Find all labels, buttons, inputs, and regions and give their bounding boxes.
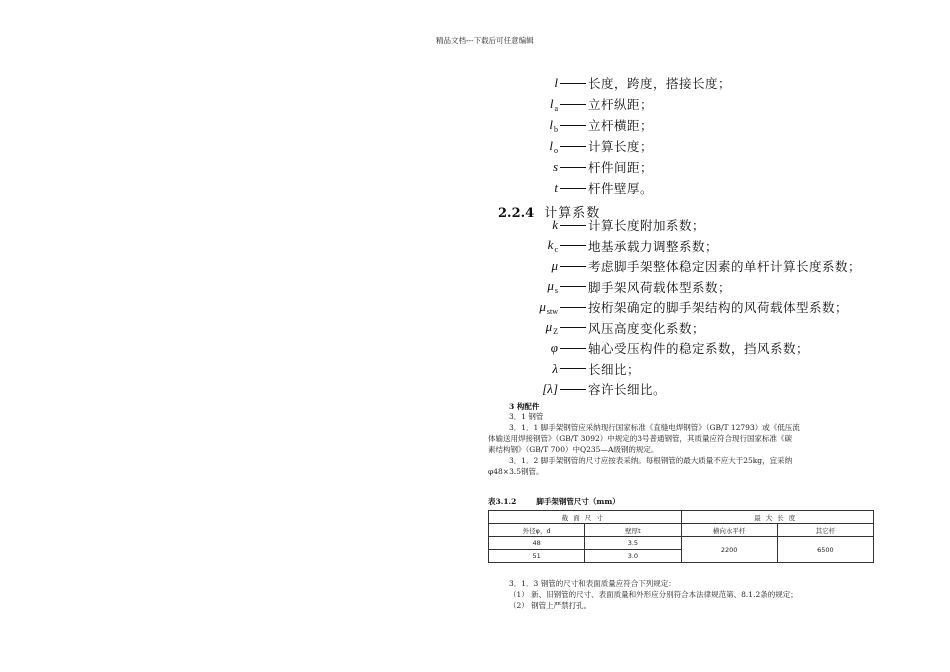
- section-title: 计算系数: [544, 206, 601, 221]
- group-header-section-size: 截面尺寸: [489, 511, 682, 524]
- paragraph-3-1-1-line3: 素结构钢》（GB/T 700）中Q235—A级钢的规定。: [488, 445, 659, 454]
- symbol: [510, 180, 558, 196]
- symbol-definition-line: [510, 74, 731, 92]
- symbol-description: 杆件壁厚。: [588, 181, 654, 196]
- em-dash-rule: [560, 327, 586, 328]
- symbol-definition-line: [510, 380, 666, 398]
- table-group-header-row: [489, 511, 874, 524]
- symbol-definition-line: [510, 237, 718, 255]
- em-dash-rule: [560, 245, 586, 246]
- symbol: [510, 319, 558, 336]
- symbol-description: 风压高度变化系数；: [588, 320, 706, 336]
- symbol-main: l: [554, 75, 558, 90]
- paragraph-3-1-2-line1: 3．1．2 脚手架钢管的尺寸应按表采纳。每根钢管的最大质量不应大于25kg，宜采纳: [509, 456, 793, 465]
- group-header-max-length: 最大长度: [681, 511, 874, 524]
- symbol-definition-line: [510, 257, 861, 275]
- symbol: [510, 278, 558, 295]
- symbol-description: 考虑脚手架整体稳定因素的单杆计算长度系数；: [588, 259, 862, 274]
- symbol-subscript: c: [554, 245, 558, 254]
- symbol-main: [λ]: [542, 381, 558, 396]
- steel-pipe-size-table: [488, 510, 874, 563]
- em-dash-rule: [560, 146, 586, 147]
- symbol-subscript: a: [554, 103, 558, 113]
- cell-max-length-transverse: 2200: [681, 537, 777, 563]
- em-dash-rule: [560, 83, 586, 84]
- symbol-main: l: [549, 137, 553, 153]
- list-item-2: （2） 钢管上严禁打孔。: [509, 601, 592, 610]
- symbol-subscript: Z: [553, 327, 558, 336]
- em-dash-rule: [560, 125, 586, 126]
- symbol: [510, 237, 558, 254]
- table-header-row: [489, 524, 874, 537]
- symbol-main: μ: [539, 298, 546, 314]
- symbol: [510, 299, 558, 316]
- cell-max-length-other: 6500: [777, 537, 873, 563]
- symbol-main: μ: [547, 278, 554, 293]
- symbol-definition-line: [510, 95, 653, 113]
- symbol-main: s: [552, 159, 558, 174]
- symbol: [510, 217, 558, 233]
- symbol-definition-line: [510, 216, 705, 234]
- symbol-definition-line: [510, 278, 731, 296]
- symbol: [510, 159, 558, 175]
- symbol-main: φ: [550, 340, 558, 355]
- cell-diameter: 48: [489, 537, 585, 550]
- table-row: [489, 537, 874, 550]
- symbol-description: 长度，跨度，搭接长度；: [588, 76, 732, 91]
- symbol-subscript: o: [554, 145, 558, 155]
- section-number: 2.2.4: [498, 206, 535, 221]
- header-transverse-bar: 横向水平杆: [681, 524, 777, 537]
- em-dash-rule: [560, 348, 586, 349]
- em-dash-rule: [560, 368, 586, 369]
- symbol-definition-line: [510, 298, 848, 316]
- paragraph-3-1-1-line2: 体输送用焊接钢管》（GB/T 3092）中规定的3号普通钢管，其质量应符合现行国家标准《碳: [488, 434, 793, 443]
- paragraph-3-1-3: 3．1．3 钢管的尺寸和表面质量应符合下列规定：: [509, 579, 676, 588]
- symbol-subscript: b: [554, 124, 558, 134]
- symbol: [510, 75, 558, 91]
- header-outer-diameter: 外径φ，d: [489, 524, 585, 537]
- symbol-main: μ: [545, 319, 553, 334]
- symbol-definition-line: [510, 158, 653, 176]
- symbol: [510, 138, 558, 155]
- paragraph-3-1-2-line2: φ48×3.5钢管。: [488, 467, 544, 476]
- em-dash-rule: [560, 266, 586, 267]
- symbol-description: 杆件间距；: [588, 160, 654, 175]
- symbol-description: 长细比；: [588, 361, 641, 377]
- symbol: [510, 258, 558, 274]
- symbol-description: 轴心受压构件的稳定系数，挡风系数；: [588, 341, 810, 356]
- symbol-main: l: [549, 95, 554, 111]
- symbol-description: 立杆横距；: [588, 118, 654, 133]
- cell-thickness: 3.0: [585, 550, 681, 563]
- symbol-description: 按桁架确定的脚手架结构的风荷载体型系数；: [588, 300, 849, 315]
- chapter-3-heading: 3 构配件: [509, 402, 540, 411]
- cell-diameter: 51: [489, 550, 585, 563]
- symbol-main: l: [549, 116, 553, 132]
- symbol-main: k: [552, 217, 558, 232]
- symbol-definition-line: [510, 360, 640, 378]
- symbol: [510, 361, 558, 377]
- symbol-definition-line: [510, 319, 705, 337]
- symbol: [510, 340, 558, 356]
- symbol-description: 立杆纵距；: [588, 97, 654, 112]
- paragraph-3-1-1-line1: 3．1．1 脚手架钢管应采纳现行国家标准《直缝电焊钢管》（GB/T 12793）或《低压流: [509, 423, 800, 432]
- symbol: [510, 117, 558, 134]
- symbol-definition-line: [510, 116, 653, 134]
- em-dash-rule: [560, 225, 586, 226]
- symbol-main: k: [547, 237, 554, 252]
- symbol-definition-line: [510, 339, 809, 357]
- symbol-description: 脚手架风荷载体型系数；: [588, 279, 732, 295]
- symbol-main: μ: [551, 258, 558, 273]
- symbol-definition-line: [510, 179, 653, 197]
- symbol-description: 容许长细比。: [588, 382, 667, 397]
- symbol-definition-line: [510, 137, 653, 155]
- symbol-subscript: s: [554, 286, 558, 295]
- symbol-main: λ: [552, 360, 558, 376]
- em-dash-rule: [560, 307, 586, 308]
- em-dash-rule: [560, 286, 586, 287]
- symbol-subscript: stw: [546, 306, 558, 316]
- header-wall-thickness: 壁厚t: [585, 524, 681, 537]
- section-3-1-heading: 3．1 钢管: [509, 412, 544, 421]
- cell-thickness: 3.5: [585, 537, 681, 550]
- symbol-description: 计算长度；: [588, 139, 654, 154]
- em-dash-rule: [560, 167, 586, 168]
- symbol: [510, 96, 558, 113]
- page-header: 精品文档---下载后可任意编辑: [436, 36, 534, 45]
- symbol-main: t: [554, 180, 558, 195]
- symbol: [510, 381, 558, 397]
- symbol-description: 计算长度附加系数；: [588, 218, 706, 233]
- symbol-description: 地基承载力调整系数；: [588, 238, 719, 254]
- list-item-1: （1） 新、旧钢管的尺寸、表面质量和外形应分别符合本法律规范第、8.1.2条的规定；: [509, 590, 798, 599]
- table-caption: [488, 496, 620, 507]
- table-number: 表3.1.2: [488, 497, 517, 506]
- em-dash-rule: [560, 104, 586, 105]
- em-dash-rule: [560, 389, 586, 390]
- header-other-bars: 其它杆: [777, 524, 873, 537]
- em-dash-rule: [560, 188, 586, 189]
- table-title: 脚手架钢管尺寸（mm）: [536, 497, 620, 506]
